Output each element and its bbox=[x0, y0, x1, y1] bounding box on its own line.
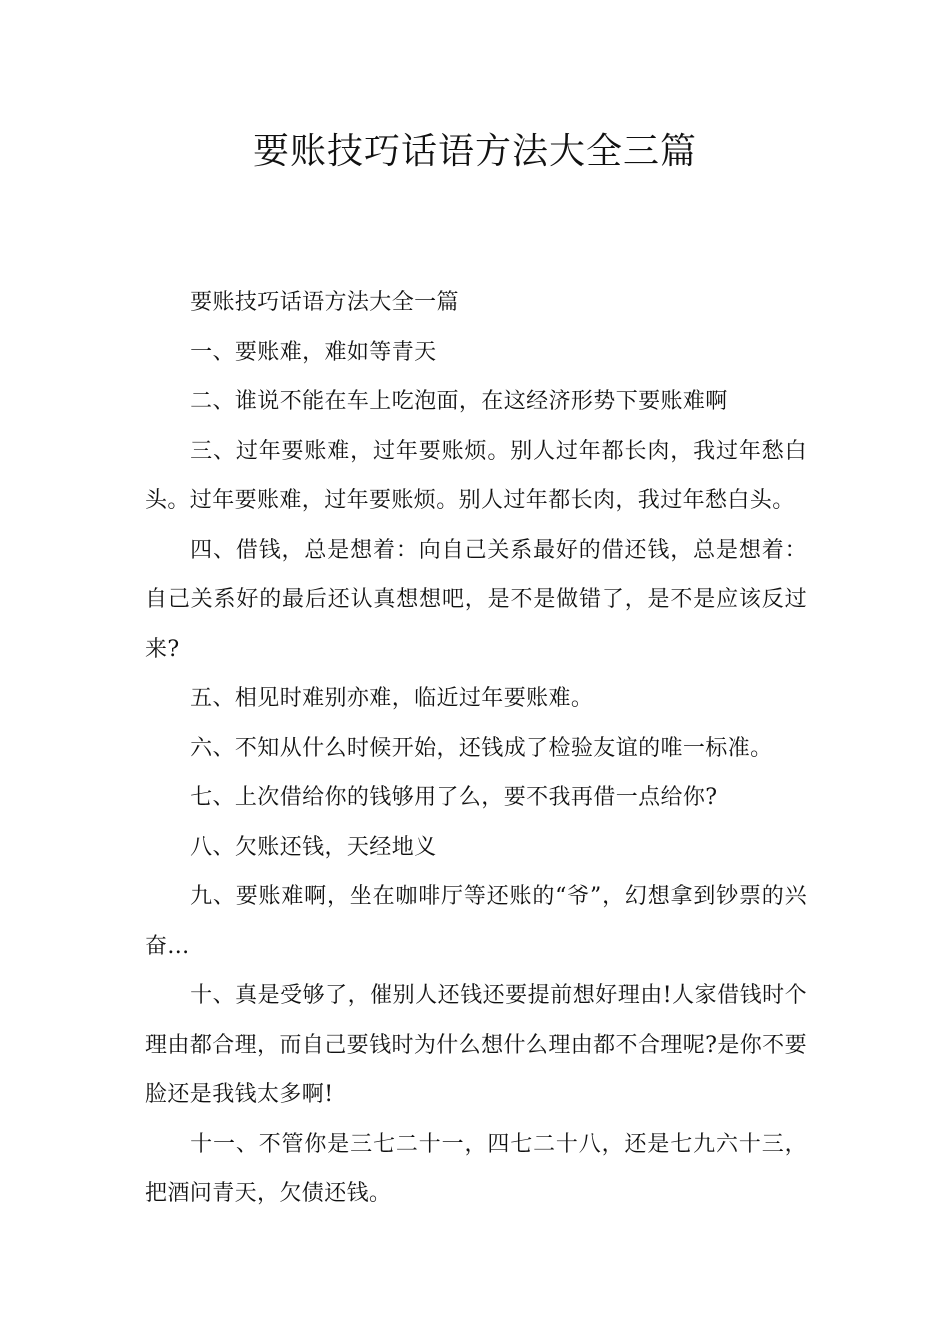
paragraph-subtitle: 要账技巧话语方法大全一篇 bbox=[190, 290, 459, 315]
paragraph-1: 一、要账难，难如等青天 bbox=[190, 339, 437, 365]
document-title: 要账技巧话语方法大全三篇 bbox=[252, 131, 697, 172]
paragraph-9: 九、要账难啊，坐在咖啡厅等还账的“爷”，幻想拿到钞票的兴奋... bbox=[145, 884, 807, 959]
document-body bbox=[145, 278, 807, 1219]
paragraph-4: 四、借钱，总是想着：向自己关系最好的借还钱，总是想着：自己关系好的最后还认真想想吧，是不是做错了，是不是应该反过来? bbox=[145, 537, 807, 662]
paragraph-6: 六、不知从什么时候开始，还钱成了检验友谊的唯一标准。 bbox=[190, 735, 773, 761]
paragraph-10: 十、真是受够了，催别人还钱还要提前想好理由!人家借钱时个理由都合理，而自己要钱时为什么想什么理由都不合理呢?是你不要脸还是我钱太多啊! bbox=[145, 983, 807, 1107]
paragraph-7: 七、上次借给你的钱够用了么，要不我再借一点给你? bbox=[190, 785, 718, 810]
paragraph-8: 八、欠账还钱，天经地义 bbox=[190, 834, 437, 860]
paragraph-2: 二、谁说不能在车上吃泡面，在这经济形势下要账难啊 bbox=[190, 389, 728, 414]
paragraph-3: 三、过年要账难，过年要账烦。别人过年都长肉，我过年愁白头。过年要账难，过年要账烦。别人过年都长肉，我过年愁白头。 bbox=[145, 438, 807, 513]
paragraph-11: 十一、不管你是三七二十一，四七二十八，还是七九六十三，把酒问青天，欠债还钱。 bbox=[145, 1131, 807, 1206]
paragraph-5: 五、相见时难别亦难，临近过年要账难。 bbox=[190, 686, 594, 711]
